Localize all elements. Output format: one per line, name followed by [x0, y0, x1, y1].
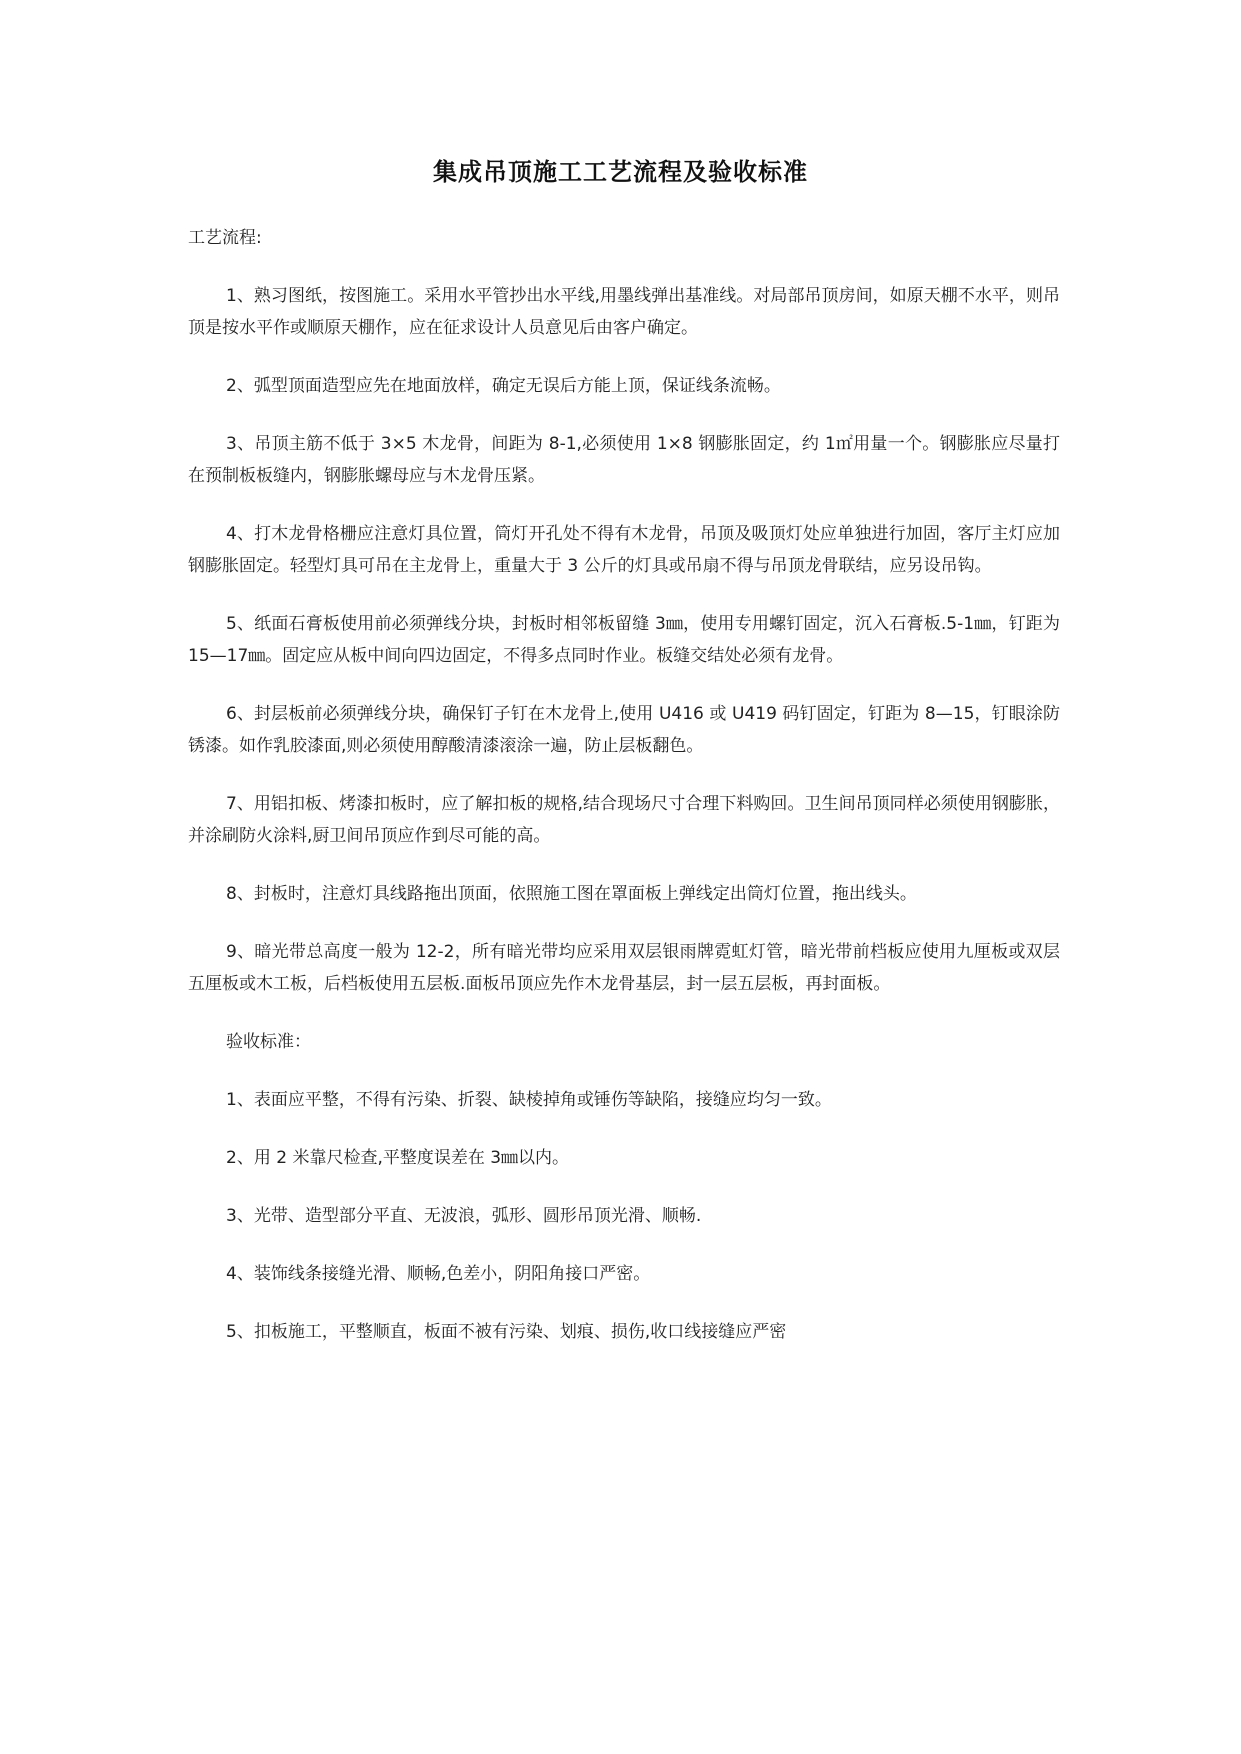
- process-section-label: 工艺流程:: [188, 228, 262, 248]
- acceptance-item: 1、表面应平整，不得有污染、折裂、缺棱掉角或锤伤等缺陷，接缝应均匀一致。: [226, 1090, 832, 1110]
- process-step: 4、打木龙骨格栅应注意灯具位置，筒灯开孔处不得有木龙骨，吊顶及吸顶灯处应单独进行加固，客厅主灯应加钢膨胀固定。轻型灯具可吊在主龙骨上，重量大于 3 公斤的灯具或吊扇不得与吊顶龙骨联结，应另设吊钩。: [188, 524, 1060, 576]
- document-body: [188, 222, 1060, 1374]
- process-step: 9、暗光带总高度一般为 12-2，所有暗光带均应采用双层银雨牌霓虹灯管，暗光带前档板应使用九厘板或双层五厘板或木工板，后档板使用五层板.面板吊顶应先作木龙骨基层，封一层五层板，再封面板。: [188, 942, 1060, 994]
- acceptance-section-label: 验收标准：: [226, 1032, 311, 1052]
- process-step: 1、熟习图纸，按图施工。采用水平管抄出水平线,用墨线弹出基准线。对局部吊顶房间，如原天棚不水平，则吊顶是按水平作或顺原天棚作，应在征求设计人员意见后由客户确定。: [188, 286, 1060, 338]
- document-title: 集成吊顶施工工艺流程及验收标准: [433, 157, 808, 186]
- process-step: 5、纸面石膏板使用前必须弹线分块，封板时相邻板留缝 3㎜，使用专用螺钉固定，沉入石膏板.5-1㎜，钉距为 15—17㎜。固定应从板中间向四边固定，不得多点同时作业。板缝交结处必须有龙骨。: [188, 614, 1060, 666]
- acceptance-item: 3、光带、造型部分平直、无波浪，弧形、圆形吊顶光滑、顺畅.: [226, 1206, 702, 1226]
- acceptance-item: 4、装饰线条接缝光滑、顺畅,色差小，阴阳角接口严密。: [226, 1264, 651, 1284]
- acceptance-item: 2、用 2 米靠尺检查,平整度误差在 3㎜以内。: [226, 1148, 570, 1168]
- process-step: 3、吊顶主筋不低于 3×5 木龙骨，间距为 8-1,必须使用 1×8 钢膨胀固定，约 1㎡用量一个。钢膨胀应尽量打在预制板板缝内，钢膨胀螺母应与木龙骨压紧。: [188, 434, 1060, 486]
- process-step: 7、用铝扣板、烤漆扣板时，应了解扣板的规格,结合现场尺寸合理下料购回。卫生间吊顶同样必须使用钢膨胀，并涂刷防火涂料,厨卫间吊顶应作到尽可能的高。: [188, 794, 1060, 846]
- process-step: 8、封板时，注意灯具线路拖出顶面，依照施工图在罩面板上弹线定出筒灯位置，拖出线头。: [226, 884, 917, 904]
- process-step: 6、封层板前必须弹线分块，确保钉子钉在木龙骨上,使用 U416 或 U419 码钉固定，钉距为 8—15，钉眼涂防锈漆。如作乳胶漆面,则必须使用醇酸清漆滚涂一遍，防止层板翻色。: [188, 704, 1060, 756]
- acceptance-item: 5、扣板施工，平整顺直，板面不被有污染、划痕、损伤,收口线接缝应严密: [226, 1322, 787, 1342]
- process-step: 2、弧型顶面造型应先在地面放样，确定无误后方能上顶，保证线条流畅。: [226, 376, 781, 396]
